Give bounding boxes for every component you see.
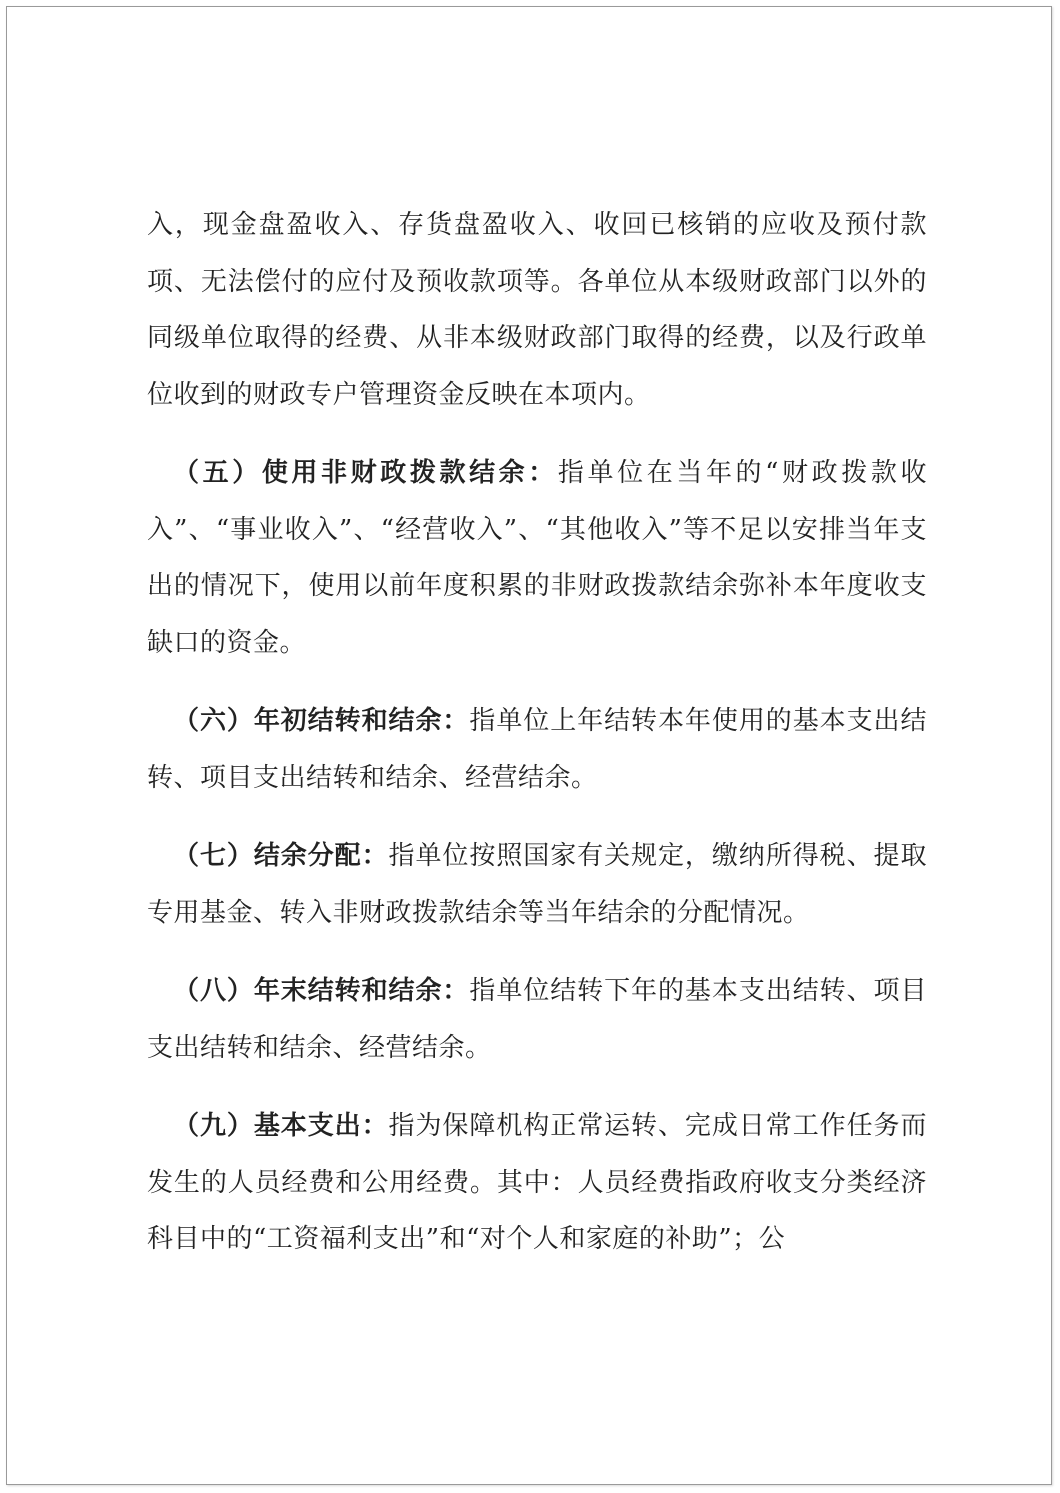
paragraph-gap [147,1076,927,1098]
paragraph-gap [147,671,927,693]
item-text: 指单位按照国家有关规定，缴纳所得税、提取专用基金、转入非财政拨款结余等当年结余的分配情况。 [147,841,927,928]
paragraph-gap [147,423,927,445]
item-heading: （五）使用非财政拨款结余： [173,458,558,488]
paragraph-text: 入，现金盘盈收入、存货盘盈收入、收回已核销的应收及预付款项、无法偿付的应付及预收款项等。各单位从本级财政部门以外的同级单位取得的经费、从非本级财政部门取得的经费，以及行政单位收到的财政专户管理资金反映在本项内。 [147,210,927,410]
item-heading: （八）年末结转和结余： [173,976,470,1006]
paragraph-item-7 [147,828,927,941]
item-heading: （九）基本支出： [173,1111,389,1141]
paragraph-gap [147,941,927,963]
paragraph-item-6 [147,693,927,806]
item-text: 指单位结转下年的基本支出结转、项目支出结转和结余、经营结余。 [147,976,927,1063]
paragraph-gap [147,806,927,828]
document-page [6,6,1052,1485]
item-text: 指单位上年结转本年使用的基本支出结转、项目支出结转和结余、经营结余。 [147,706,927,793]
item-text: 指单位在当年的“财政拨款收入”、“事业收入”、“经营收入”、“其他收入”等不足以安排当年支出的情况下，使用以前年度积累的非财政拨款结余弥补本年度收支缺口的资金。 [147,458,927,658]
paragraph-continued [147,197,927,423]
paragraph-item-9 [147,1098,927,1268]
item-heading: （六）年初结转和结余： [173,706,470,736]
paragraph-item-5 [147,445,927,671]
paragraph-item-8 [147,963,927,1076]
item-heading: （七）结余分配： [173,841,389,871]
document-body [147,197,927,1268]
item-text: 指为保障机构正常运转、完成日常工作任务而发生的人员经费和公用经费。其中：人员经费指政府收支分类经济科目中的“工资福利支出”和“对个人和家庭的补助”；公 [147,1111,927,1254]
